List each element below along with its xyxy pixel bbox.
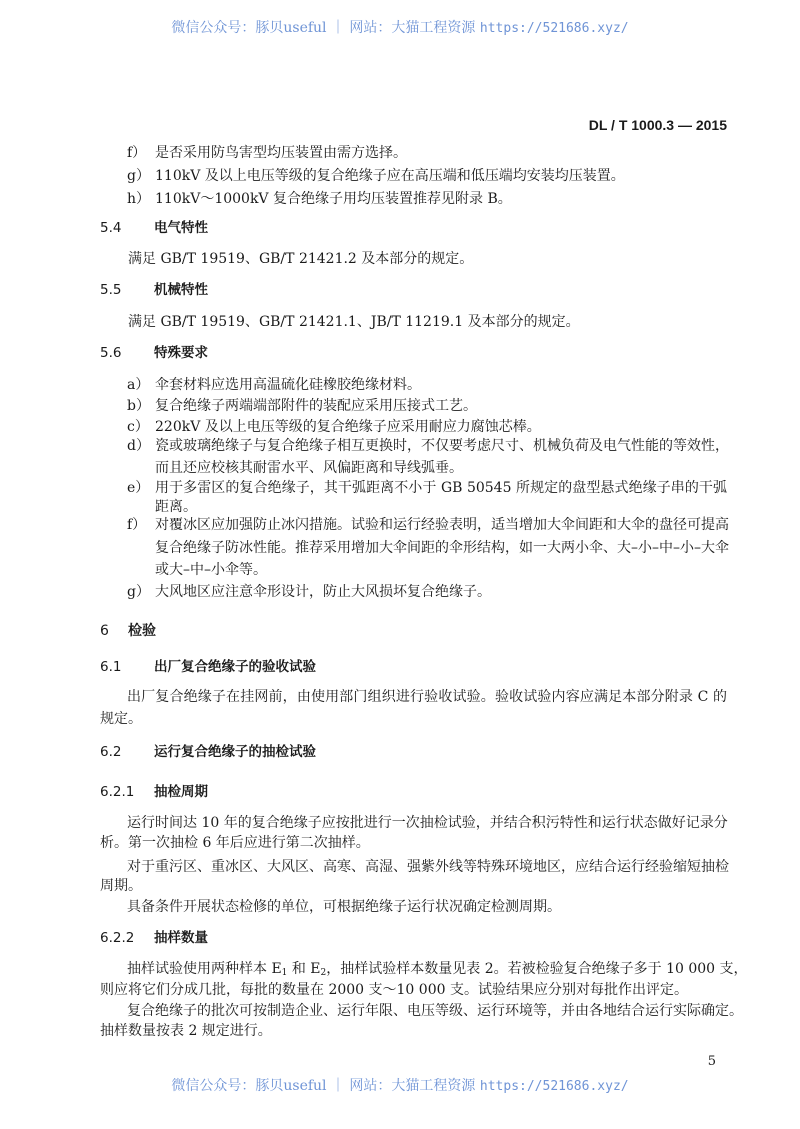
section-title: 特殊要求: [154, 345, 208, 361]
paragraph-line: 复合绝缘子的批次可按制造企业、运行年限、电压等级、运行环境等，并由各地结合运行实际确定。: [127, 1003, 743, 1019]
list-item-line: 用于多雷区的复合绝缘子，其干弧距离不小于 GB 50545 所规定的盘型悬式绝缘子串的干弧: [155, 480, 727, 496]
paragraph-line: 运行时间达 10 年的复合绝缘子应按批进行一次抽检试验，并结合积污特性和运行状态做好记录分: [127, 815, 728, 831]
section-title: 抽检周期: [154, 784, 208, 800]
list-item: 大风地区应注意伞形设计，防止大风损坏复合绝缘子。: [155, 584, 491, 600]
section-number: 6.2: [100, 744, 122, 760]
list-item-line: 对覆冰区应加强防止冰闪措施。试验和运行经验表明，适当增加大伞间距和大伞的盘径可提高: [155, 517, 729, 533]
section-title: 抽样数量: [154, 930, 208, 946]
list-item: 110kV～1000kV 复合绝缘子用均压装置推荐见附录 B。: [155, 191, 512, 207]
subscript: 2: [320, 968, 327, 978]
watermark-text: 微信公众号：豚贝useful ｜ 网站：大猫工程资源: [171, 1078, 480, 1094]
paragraph: 满足 GB/T 19519、GB/T 21421.2 及本部分的规定。: [128, 251, 474, 267]
section-title: 机械特性: [154, 282, 208, 298]
list-item-line: 或大–中–小伞等。: [155, 562, 267, 578]
paragraph: 满足 GB/T 19519、GB/T 21421.1、JB/T 11219.1 及本部分的规定。: [128, 314, 580, 330]
chapter-number: 6: [100, 623, 109, 639]
list-label: a）: [127, 377, 150, 393]
list-item: 复合绝缘子两端端部附件的装配应采用压接式工艺。: [155, 398, 477, 414]
section-heading-6-1: [100, 658, 316, 676]
list-item: 是否采用防鸟害型均压装置由需方选择。: [155, 145, 407, 161]
section-number: 5.5: [100, 282, 122, 298]
watermark-top: [0, 19, 800, 38]
list-label: h）: [127, 191, 151, 207]
section-heading-6-2-2: [100, 929, 208, 947]
section-heading-5-4: [100, 219, 208, 237]
text: 抽样试验使用两种样本 E: [127, 961, 282, 977]
text: ，抽样试验样本数量见表 2。若被检验复合绝缘子多于 10 000 支，: [326, 961, 748, 977]
list-label: f）: [127, 517, 147, 533]
section-heading-6-2: [100, 743, 316, 761]
section-number: 5.4: [100, 220, 122, 236]
watermark-bottom: [0, 1077, 800, 1096]
watermark-text: 微信公众号：豚贝useful ｜ 网站：大猫工程资源: [171, 20, 480, 36]
section-number: 6.2.2: [100, 930, 135, 946]
list-item-line: 复合绝缘子防冰性能。推荐采用增加大伞间距的伞形结构，如一大两小伞、大–小–中–小–大伞: [155, 540, 729, 556]
paragraph-line: 具备条件开展状态检修的单位，可根据绝缘子运行状况确定检测周期。: [127, 899, 561, 915]
list-item-line: 瓷或玻璃绝缘子与复合绝缘子相互更换时，不仅要考虑尺寸、机械负荷及电气性能的等效性，: [155, 438, 729, 454]
section-number: 6.1: [100, 659, 122, 675]
page-number: 5: [707, 1054, 716, 1069]
list-item: 伞套材料应选用高温硫化硅橡胶绝缘材料。: [155, 377, 421, 393]
list-label: b）: [127, 398, 150, 414]
paragraph-line: 对于重污区、重冰区、大风区、高寒、高湿、强紫外线等特殊环境地区，应结合运行经验缩短抽检: [127, 859, 729, 875]
section-heading-5-6: [100, 344, 208, 362]
section-title: 电气特性: [154, 220, 208, 236]
list-label: d）: [127, 438, 150, 454]
section-number: 5.6: [100, 345, 122, 361]
list-label: c）: [127, 419, 149, 435]
section-title: 运行复合绝缘子的抽检试验: [154, 744, 316, 760]
chapter-heading-6: [100, 622, 156, 640]
list-label: e）: [127, 480, 150, 496]
section-title: 出厂复合绝缘子的验收试验: [154, 659, 316, 675]
chapter-title: 检验: [128, 623, 156, 639]
paragraph-line: 出厂复合绝缘子在挂网前，由使用部门组织进行验收试验。验收试验内容应满足本部分附录 C 的: [127, 689, 727, 705]
paragraph-line: 抽样数量按表 2 规定进行。: [100, 1023, 272, 1039]
paragraph-line: 周期。: [100, 878, 142, 894]
list-label: g）: [127, 168, 150, 184]
watermark-url: https://521686.xyz/: [479, 1079, 629, 1094]
standard-number: DL / T 1000.3 — 2015: [588, 117, 727, 133]
text: 和 E: [287, 961, 321, 977]
paragraph-line: 析。第一次抽检 6 年后应进行第二次抽样。: [100, 835, 370, 851]
list-label: f）: [127, 145, 147, 161]
list-item-line: 而且还应校核其耐雷水平、风偏距离和导线弧垂。: [155, 460, 463, 476]
list-item: 220kV 及以上电压等级的复合绝缘子应采用耐应力腐蚀芯棒。: [155, 419, 541, 435]
section-heading-6-2-1: [100, 783, 208, 801]
paragraph-line: 规定。: [100, 711, 142, 727]
list-item: 110kV 及以上电压等级的复合绝缘子应在高压端和低压端均安装均压装置。: [155, 168, 625, 184]
paragraph-line: [127, 960, 748, 978]
section-number: 6.2.1: [100, 784, 135, 800]
subscript: 1: [281, 968, 288, 978]
list-item-line: 距离。: [155, 499, 197, 515]
watermark-url: https://521686.xyz/: [479, 21, 629, 36]
paragraph-line: 则应将它们分成几批，每批的数量在 2000 支～10 000 支。试验结果应分别对每批作出评定。: [100, 982, 688, 998]
section-heading-5-5: [100, 281, 208, 299]
list-label: g）: [127, 584, 150, 600]
